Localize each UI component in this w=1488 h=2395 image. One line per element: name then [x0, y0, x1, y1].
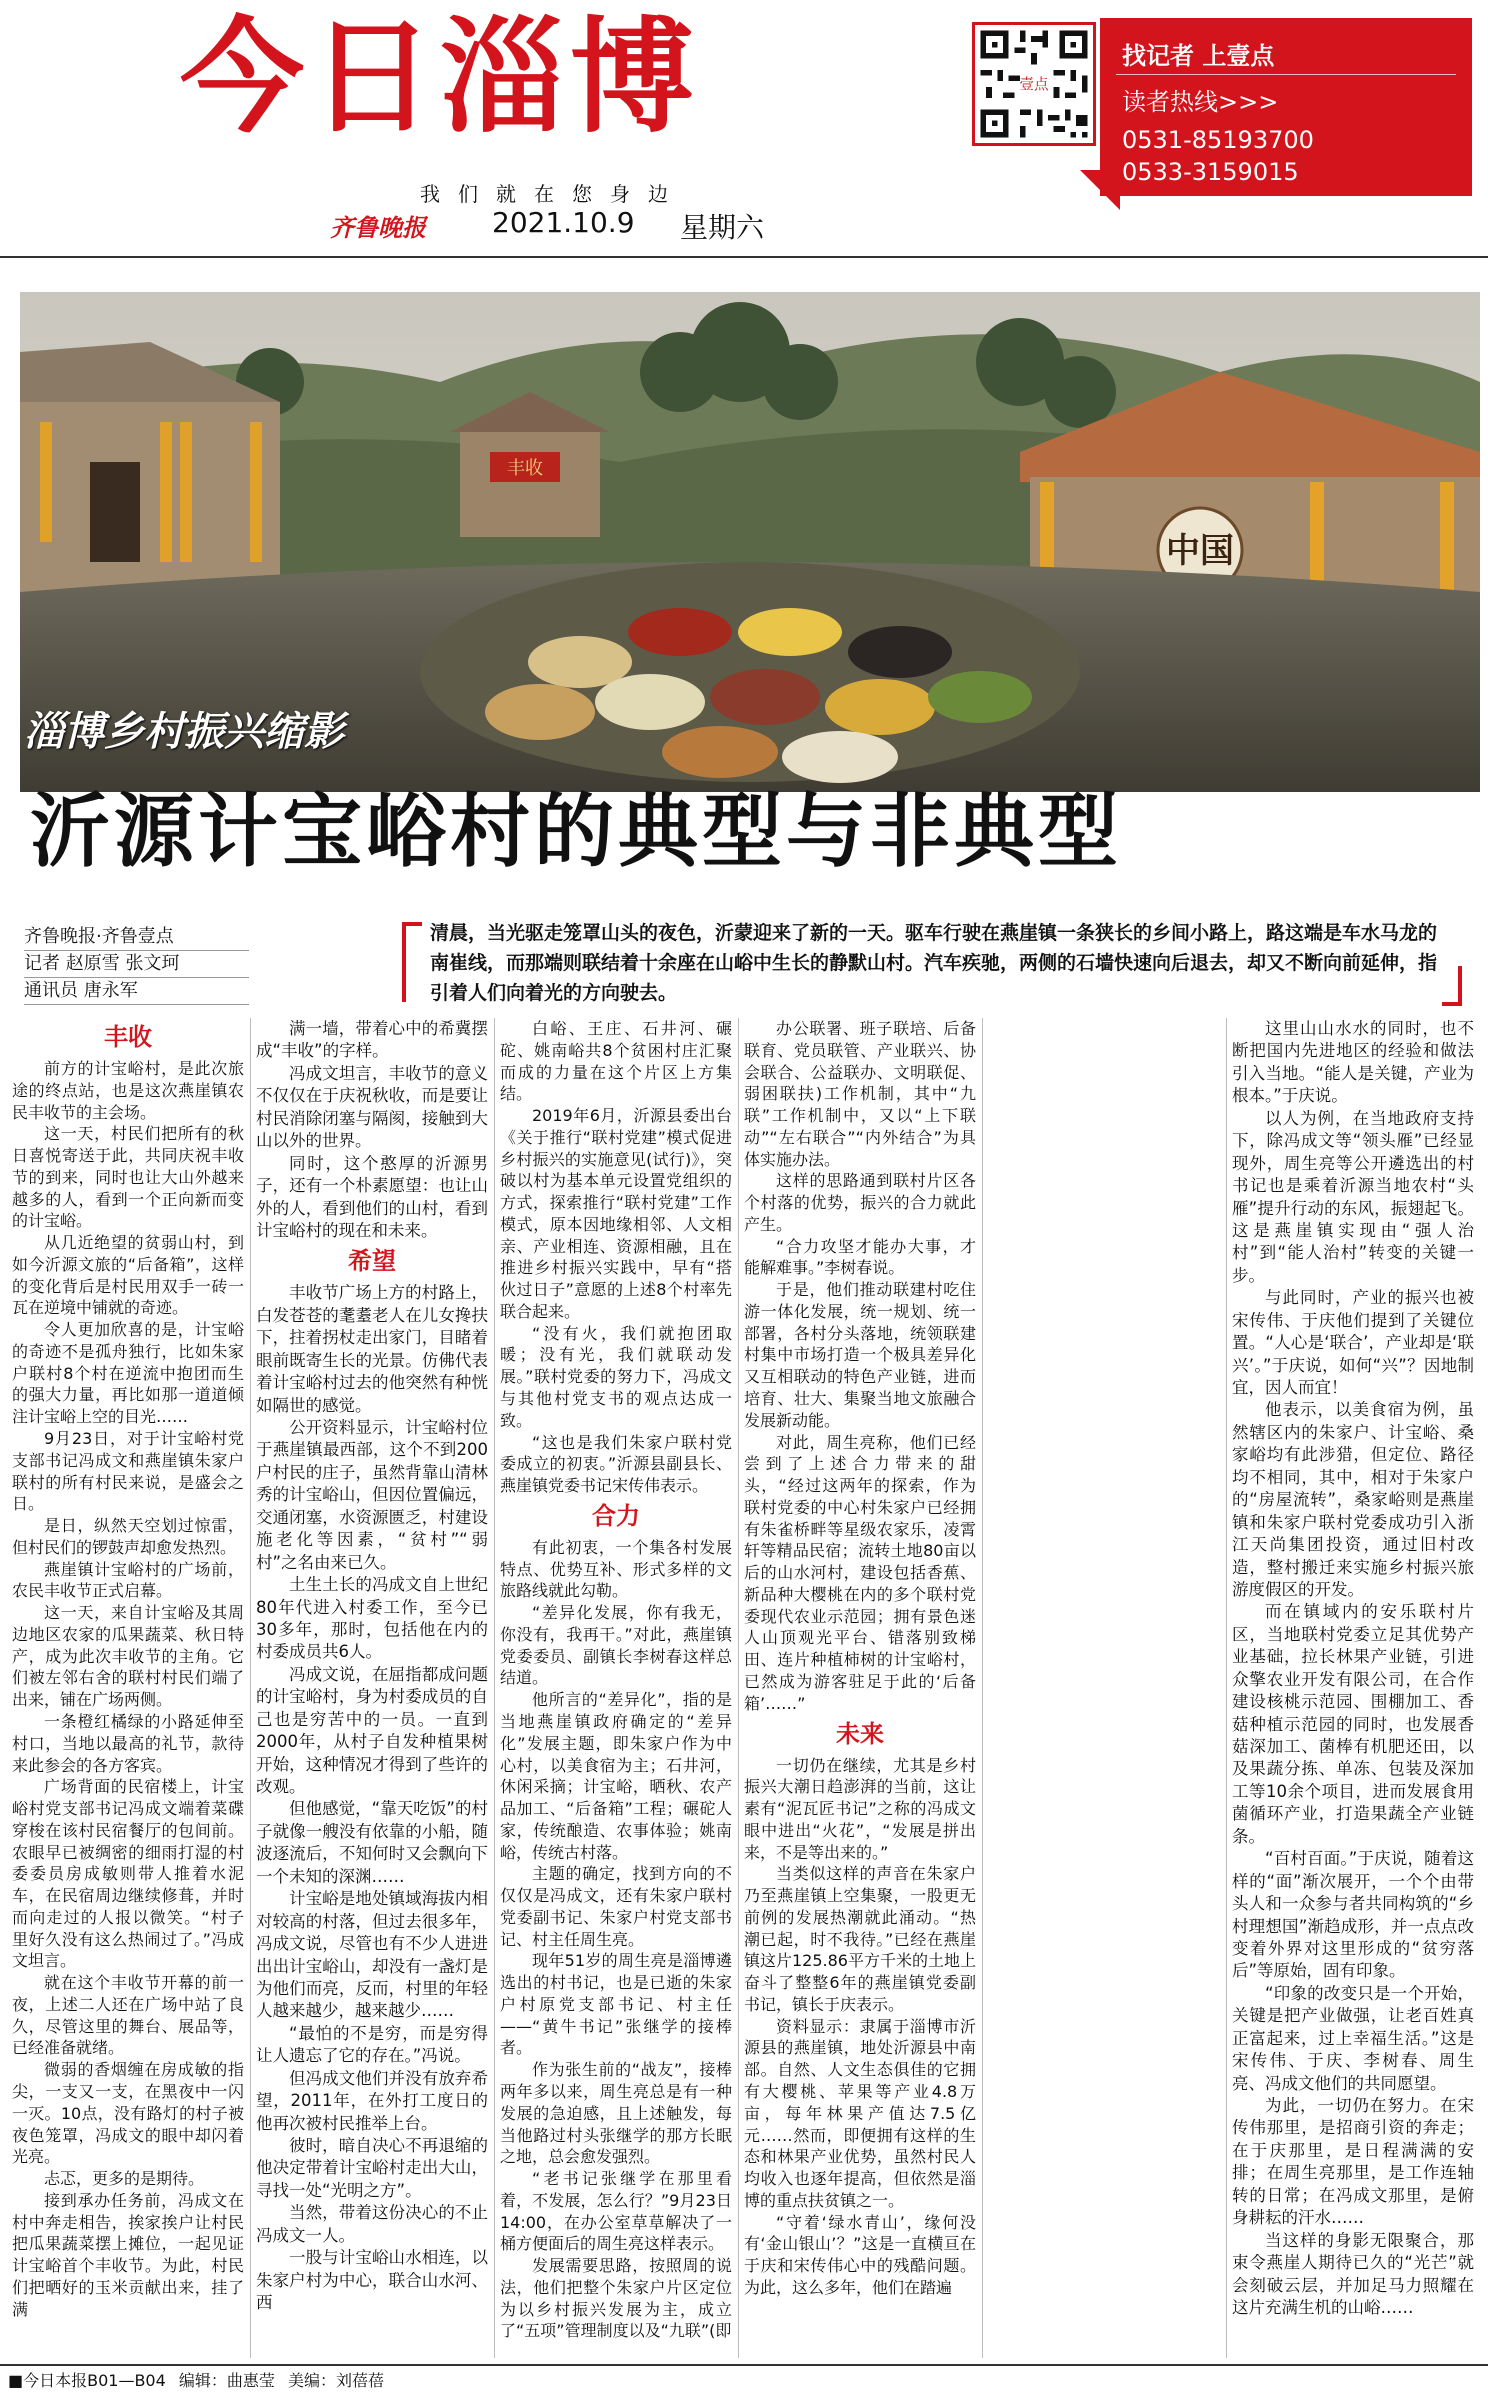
article-paragraph: 他表示，以美食宿为例，虽然辖区内的朱家户、计宝峪、桑家峪均有此涉猎，但定位、路径均不相同，其中，相对于朱家户的“房屋流转”，桑家峪则是燕崖镇和朱家户联村党委成功引入浙江天尚集团投资，通过旧村改造，整村搬迁来实施乡村振兴旅游度假区的开发。: [1232, 1400, 1474, 1599]
column-divider: [250, 1018, 251, 2358]
article-headline: 沂源计宝峪村的典型与非典型: [30, 785, 1122, 878]
article-column-5: [1232, 1018, 1474, 2319]
article-paragraph: “差异化发展，你有我无，你没有，我再干。”对此，燕崖镇党委委员、副镇长李树春这样总结道。: [500, 1603, 732, 1688]
article-paragraph: “合力攻坚才能办大事，才能解难事。”李树春说。: [744, 1236, 976, 1278]
section-heading-synergy: 合力: [592, 1501, 640, 1530]
article-paragraph: 对此，周生亮称，他们已经尝到了上述合力带来的甜头，“经过这两年的探索，作为联村党委的中心村朱家户已经拥有朱雀桥畔等星级农家乐，凌霄轩等精品民宿；流转土地80亩以后的山水河村，建设包括香蕉、新品种大樱桃在内的多个联村党委现代农业示范园；拥有景色迷人山顶观光平台、错落别致梯田、连片种植柿树的计宝峪村，已然成为游客驻足于此的‘后备箱’……”: [744, 1432, 976, 1713]
column-2-paragraphs-b: [256, 1282, 488, 2314]
column-divider: [738, 1018, 739, 2358]
sign-china: 中国: [1166, 531, 1234, 571]
article-paragraph: 作为张生前的“战友”，接棒两年多以来，周生亮总是有一种发展的急迫感，且上述触发，每当他路过村头张继学的那方长眠之地，总会愈发强烈。: [500, 2060, 732, 2167]
article-paragraph: 办公联署、班子联培、后备联育、党员联管、产业联兴、协会联合、公益联办、文明联促、弱困联扶)工作机制，其中“九联”工作机制中，又以“上下联动”“左右联合”“内外结合”为具体实施办法。: [744, 1019, 976, 1169]
article-paragraph: 这一天，村民们把所有的秋日喜悦寄送于此，共同庆祝丰收节的到来，同时也让大山外越来越多的人，看到一个正向新而变的计宝峪。: [12, 1124, 244, 1231]
article-paragraph: 一切仍在继续，尤其是乡村振兴大潮日趋澎湃的当前，这让素有“泥瓦匠书记”之称的冯成文眼中进出“火花”，“发展是拼出来，不是等出来的。”: [744, 1755, 976, 1862]
article-paragraph: 冯成文坦言，丰收节的意义不仅仅在于庆祝秋收，而是要让村民消除闭塞与隔阂，接触到大山以外的世界。: [256, 1063, 488, 1151]
hotline-label: 读者热线>>>: [1122, 88, 1279, 116]
column-3-paragraphs-a: [500, 1018, 732, 1497]
article-paragraph: 当类似这样的声音在朱家户乃至燕崖镇上空集聚，一股更无前例的发展热潮就此涌动。“热潮已起，时不我待。”已经在燕崖镇这片125.86平方千米的土地上奋斗了整整6年的燕崖镇党委副书记，镇长于庆表示。: [744, 1864, 976, 2014]
article-paragraph: 与此同时，产业的振兴也被宋传伟、于庆他们提到了关键位置。“人心是‘联合’，产业却是‘联兴’。”于庆说，如何“兴”？因地制宜，因人而宜！: [1232, 1288, 1474, 1397]
byline-outlet: 齐鲁晚报·齐鲁壹点: [24, 924, 249, 951]
article-paragraph: 白峪、王庄、石井河、碾砣、姚南峪共8个贫困村庄汇聚而成的力量在这个片区上方集结。: [500, 1019, 732, 1104]
section-heading-harvest: 丰收: [104, 1023, 152, 1051]
article-paragraph: “没有火，我们就抱团取暖；没有光，我们就联动发展。”联村党委的努力下，冯成文与其他村党支书的观点达成一致。: [500, 1323, 732, 1430]
lead-bracket-bottom: [1442, 1002, 1462, 1006]
article-paragraph: 就在这个丰收节开幕的前一夜，上述二人还在广场中站了良久，尽管这里的舞台、展品等，已经准备就绪。: [12, 1973, 244, 2058]
column-4-paragraphs-a: [744, 1018, 976, 1715]
qr-code-icon[interactable]: [972, 22, 1096, 146]
article-paragraph: 而在镇域内的安乐联村片区，当地联村党委立足其优势产业基础，拉长林果产业链，引进众擎农业开发有限公司，在合作建设核桃示范园、围棚加工、香菇种植示范园的同时，也发展香菇深加工、菌棒有机肥还田，以及果蔬分拣、单冻、包装及深加工等10余个项目，进而发展食用菌循环产业，打造果蔬全产业链条。: [1232, 1602, 1474, 1846]
article-paragraph: “百村百面。”于庆说，随着这样的“面”渐次展开，一个个由带头人和一众参与者共同构筑的“乡村理想国”渐趋成形，并一点点改变着外界对这里形成的“贫穷落后”等原始，固有印象。: [1232, 1849, 1474, 1981]
article-paragraph: 9月23日，对于计宝峪村党支部书记冯成文和燕崖镇朱家户联村的所有村民来说，是盛会之日。: [12, 1429, 244, 1514]
qr-label: 壹点: [1019, 76, 1049, 94]
article-paragraph: 于是，他们推动联建村吃住游一体化发展，统一规划、统一部署，各村分头落地，统领联建村集中市场打造一个极具差异化又互相联动的特色产业链，进而培育、壮大、集聚当地文旅融合发展新动能。: [744, 1280, 976, 1430]
masthead-rule: [0, 256, 1488, 258]
article-paragraph: 有此初衷，一个集各村发展特点、优势互补、形式多样的文旅路线就此勾勒。: [500, 1537, 732, 1601]
footer-rule: [0, 2364, 1488, 2366]
series-title: 淄博乡村振兴缩影: [24, 709, 344, 755]
issue-weekday: 星期六: [680, 211, 765, 244]
article-paragraph: 资料显示：隶属于淄博市沂源县的燕崖镇，地处沂源县中南部。自然、人文生态俱佳的它拥有大樱桃、苹果等产业4.8万亩，每年林果产值达7.5亿元……然而，即便拥有这样的生态和林果产业优势，虽然村民人均收入也逐年提高，但依然是淄博的重点扶贫镇之一。: [744, 2016, 976, 2210]
footer-section-index: ■今日本报B01—B04: [8, 2371, 166, 2390]
column-divider: [1226, 1018, 1227, 2358]
article-column-4: [744, 1018, 976, 2299]
masthead-title: 今日淄博: [180, 6, 701, 150]
lead-bracket-top: [402, 922, 422, 926]
article-paragraph: 冯成文说，在屈指都成问题的计宝峪村，身为村委成员的自己也是穷苦中的一员。一直到2000年，从村子自发种植果树开始，这种情况才得到了些许的改观。: [256, 1664, 488, 1796]
article-paragraph: 公开资料显示，计宝峪村位于燕崖镇最西部，这个不到200户村民的庄子，虽然背靠山清林秀的计宝峪山，但因位置偏远，交通闭塞，水资源匮乏，村建设施老化等因素，“贫村”“弱村”之名由来已久。: [256, 1418, 488, 1572]
column-4-paragraphs-b: [744, 1755, 976, 2299]
article-paragraph: 但冯成文他们并没有放弃希望，2011年，在外打工度日的他再次被村民推举上台。: [256, 2068, 488, 2133]
article-column-3: [500, 1018, 732, 2342]
article-paragraph: 广场背面的民宿楼上，计宝峪村党支部书记冯成文端着菜碟穿梭在该村民宿餐厅的包间前。农眼早已被绸密的细雨打湿的村委委员房成敏则带人推着水泥车，在民宿周边继续修葺，并时而向走过的人报以微笑。“村子里好久没有这么热闹过了。”冯成文坦言。: [12, 1777, 244, 1971]
article-paragraph: 以人为例，在当地政府支持下，除冯成文等“领头雁”已经显现外，周生亮等公开遴选出的村书记也是乘着沂源当地农村“头雁”提升行动的东风，振翅起飞。这是燕崖镇实现由“强人治村”到“能人治村”转变的关键一步。: [1232, 1108, 1474, 1285]
hotline-speech-tail: [1080, 170, 1120, 210]
article-paragraph: 微弱的香烟缠在房成敏的指尖，一支又一支，在黑夜中一闪一灭。10点，没有路灯的村子被夜色笼罩，冯成文的眼中却闪着光亮。: [12, 2060, 244, 2167]
article-paragraph: 这里山山水水的同时，也不断把国内先进地区的经验和做法引入当地。“能人是关键，产业为根本。”于庆说。: [1232, 1019, 1474, 1106]
hotline-divider: [1116, 74, 1456, 75]
article-paragraph: “老书记张继学在那里看着，不发展，怎么行？”9月23日14:00，在办公室草草解决了一桶方便面后的周生亮这样表示。: [500, 2169, 732, 2254]
article-paragraph: 燕崖镇计宝峪村的广场前，农民丰收节正式启幕。: [12, 1559, 244, 1601]
article-column-2: [256, 1018, 488, 2315]
article-paragraph: 他所言的“差异化”，指的是当地燕崖镇政府确定的“差异化”发展主题，即朱家户作为中心村，以美食宿为主；石井河，休闲采摘；计宝峪，晒秋、农产品加工、“后备箱”工程；碾砣人家，传统酿造、农事体验；姚南峪，传统古村落。: [500, 1690, 732, 1862]
article-byline: [24, 924, 249, 1005]
column-1-paragraphs: [12, 1058, 244, 2320]
section-heading-hope: 希望: [348, 1247, 396, 1276]
article-paragraph: 为此，一切仍在努力。在宋传伟那里，是招商引资的奔走；在于庆那里，是日程满满的安排；在周生亮那里，是工作连轴转的日常；在冯成文那里，是俯身耕耘的汗水……: [1232, 2096, 1474, 2228]
reader-hotline-box: [1100, 18, 1472, 196]
column-3-paragraphs-b: [500, 1537, 732, 2342]
article-paragraph: 忐忑，更多的是期待。: [44, 2169, 205, 2189]
column-divider: [982, 1018, 983, 2358]
sign-harvest: 丰收: [507, 458, 543, 479]
column-2-paragraphs-a: [256, 1018, 488, 1242]
article-paragraph: 主题的确定，找到方向的不仅仅是冯成文，还有朱家户联村党委副书记、朱家户村党支部书记、村主任周生亮。: [500, 1864, 732, 1949]
article-paragraph: 前方的计宝峪村，是此次旅途的终点站，也是这次燕崖镇农民丰收节的主会场。: [12, 1059, 244, 1122]
qr-code-graphic: [975, 25, 1093, 143]
article-paragraph: 这样的思路通到联村片区各个村落的优势，振兴的合力就此产生。: [744, 1171, 976, 1234]
article-paragraph: 是日，纵然天空划过惊雷，但村民们的锣鼓声却愈发热烈。: [12, 1516, 244, 1557]
article-paragraph: “最怕的不是穷，而是穷得让人遗忘了它的存在。”冯说。: [256, 2023, 488, 2066]
lead-bracket-left: [402, 922, 406, 1002]
lead-bracket-right: [1458, 966, 1462, 1006]
section-heading-future: 未来: [836, 1719, 884, 1748]
issue-date: 2021.10.9: [492, 206, 635, 239]
column-divider: [494, 1018, 495, 2358]
hotline-phone-2[interactable]: 0533-3159015: [1122, 158, 1299, 186]
article-paragraph: 同时，这个憨厚的沂源男子，还有一个朴素愿望：也让山外的人，看到他们的山村，看到计宝峪村的现在和未来。: [256, 1153, 488, 1240]
article-paragraph: 2019年6月，沂源县委出台《关于推行“联村党建”模式促进乡村振兴的实施意见(试行)》，突破以村为基本单元设置党组织的方式，探索推行“联村党建”工作模式，原本因地缘相邻、人文相亲、产业相连、资源相融，且在推进乡村振兴实践中，早有“搭伙过日子”意愿的上述8个村率先联合起来。: [500, 1106, 732, 1321]
article-paragraph: 但他感觉，“靠天吃饭”的村子就像一艘没有依靠的小船，随波逐流后，不知何时又会飘向下一个未知的深渊……: [256, 1799, 488, 1886]
article-paragraph: 彼时，暗自决心不再退缩的他决定带着计宝峪村走出大山，寻找一处“光明之方”。: [256, 2136, 488, 2200]
article-lead-box: [402, 918, 1462, 1010]
article-paragraph: 当这样的身影无限聚合，那束令燕崖人期待已久的“光芒”就会刻破云层，并加足马力照耀在这片充满生机的山峪……: [1232, 2230, 1474, 2317]
article-paragraph: 一股与计宝峪山水相连，以朱家户村为中心，联合山水河、西: [256, 2248, 488, 2313]
article-paragraph: 从几近绝望的贫弱山村，到如今沂源文旅的“后备箱”，这样的变化背后是村民用双手一砖一瓦在逆境中铺就的奇迹。: [12, 1233, 244, 1318]
article-paragraph: 现年51岁的周生亮是淄博遴选出的村书记，也是已逝的朱家户村原党支部书记、村主任——“黄牛书记”张继学的接棒者。: [500, 1951, 732, 2058]
article-paragraph: 令人更加欣喜的是，计宝峪的奇迹不是孤舟独行，比如朱家户联村8个村在逆流中抱团而生的强大力量，再比如那一道道倾注计宝峪上空的目光……: [12, 1320, 244, 1427]
article-paragraph: 土生土长的冯成文自上世纪80年代进入村委工作，至今已30多年，那时，包括他在内的村委成员共6人。: [256, 1575, 488, 1662]
byline-correspondent: 通讯员 唐永军: [24, 978, 249, 1005]
column-5-paragraphs: [1232, 1018, 1474, 2319]
article-paragraph: “印象的改变只是一个开始，关键是把产业做强，让老百姓真正富起来，过上幸福生活。”这是宋传伟、于庆、李树春、周生亮、冯成文他们的共同愿望。: [1232, 1983, 1474, 2093]
hotline-slogan: 找记者 上壹点: [1122, 42, 1275, 70]
footer-editor: 编辑：曲惠莹: [178, 2371, 275, 2390]
newspaper-brand: 齐鲁晚报: [330, 213, 426, 242]
masthead-slogan: 我们就在您身边: [420, 182, 686, 206]
article-paragraph: 计宝峪是地处镇域海拔内相对较高的村落，但过去很多年，冯成文说，尽管也有不少人进进出出计宝峪山，却没有一盏灯是为他们而亮，反而，村里的年轻人越来越少，越来越少……: [256, 1889, 488, 2021]
article-paragraph: 接到承办任务前，冯成文在村中奔走相告，挨家挨户让村民把瓜果蔬菜摆上摊位，一起见证计宝峪首个丰收节。为此，村民们把晒好的玉米贡献出来，挂了满: [12, 2190, 244, 2319]
article-paragraph: 丰收节广场上方的村路上，白发苍苍的耄耋老人在儿女搀扶下，拄着拐杖走出家门，目睹着眼前既寄生长的光景。仿佛代表着计宝峪村过去的他突然有种恍如隔世的感觉。: [256, 1283, 488, 1415]
footer-designer: 美编：刘蓓蓓: [288, 2371, 385, 2390]
byline-reporters: 记者 赵原雪 张文珂: [24, 951, 249, 978]
article-paragraph: 当然，带着这份决心的不止冯成文一人。: [256, 2203, 488, 2245]
page-footer: [0, 2368, 1488, 2394]
article-column-1: [12, 1018, 244, 2320]
article-paragraph: 一条橙红橘绿的小路延伸至村口，当地以最高的礼节，款待来此参会的各方客宾。: [12, 1711, 244, 1775]
article-lead: 清晨，当光驱走笼罩山头的夜色，沂蒙迎来了新的一天。驱车行驶在燕崖镇一条狭长的乡间小路上，路这端是车水马龙的南崔线，而那端则联结着十余座在山峪中生长的静默山村。汽车疾驰，两侧的石墙快速向后退去，却又不断向前延伸，指引着人们向着光的方向驶去。: [430, 922, 1438, 1004]
article-paragraph: 发展需要思路，按照周的说法，他们把整个朱家户片区定位为以乡村振兴发展为主，成立了“五项”管理制度以及“九联”(即: [500, 2256, 732, 2341]
article-paragraph: 这一天，来自计宝峪及其周边地区农家的瓜果蔬菜、秋日特产，成为此次丰收节的主角。它们被左邻右舍的联村村民们端了出来，铺在广场两侧。: [12, 1603, 244, 1710]
article-paragraph: 满一墙，带着心中的希冀摆成“丰收”的字样。: [256, 1019, 488, 1061]
hotline-phone-1[interactable]: 0531-85193700: [1122, 126, 1314, 154]
article-paragraph: “守着‘绿水青山’，缘何没有‘金山银山’？”这是一直横亘在于庆和宋传伟心中的残酷问题。为此，这么多年，他们在踏遍: [744, 2212, 976, 2297]
article-paragraph: “这也是我们朱家户联村党委成立的初衷。”沂源县副县长、燕崖镇党委书记宋传伟表示。: [500, 1432, 732, 1496]
